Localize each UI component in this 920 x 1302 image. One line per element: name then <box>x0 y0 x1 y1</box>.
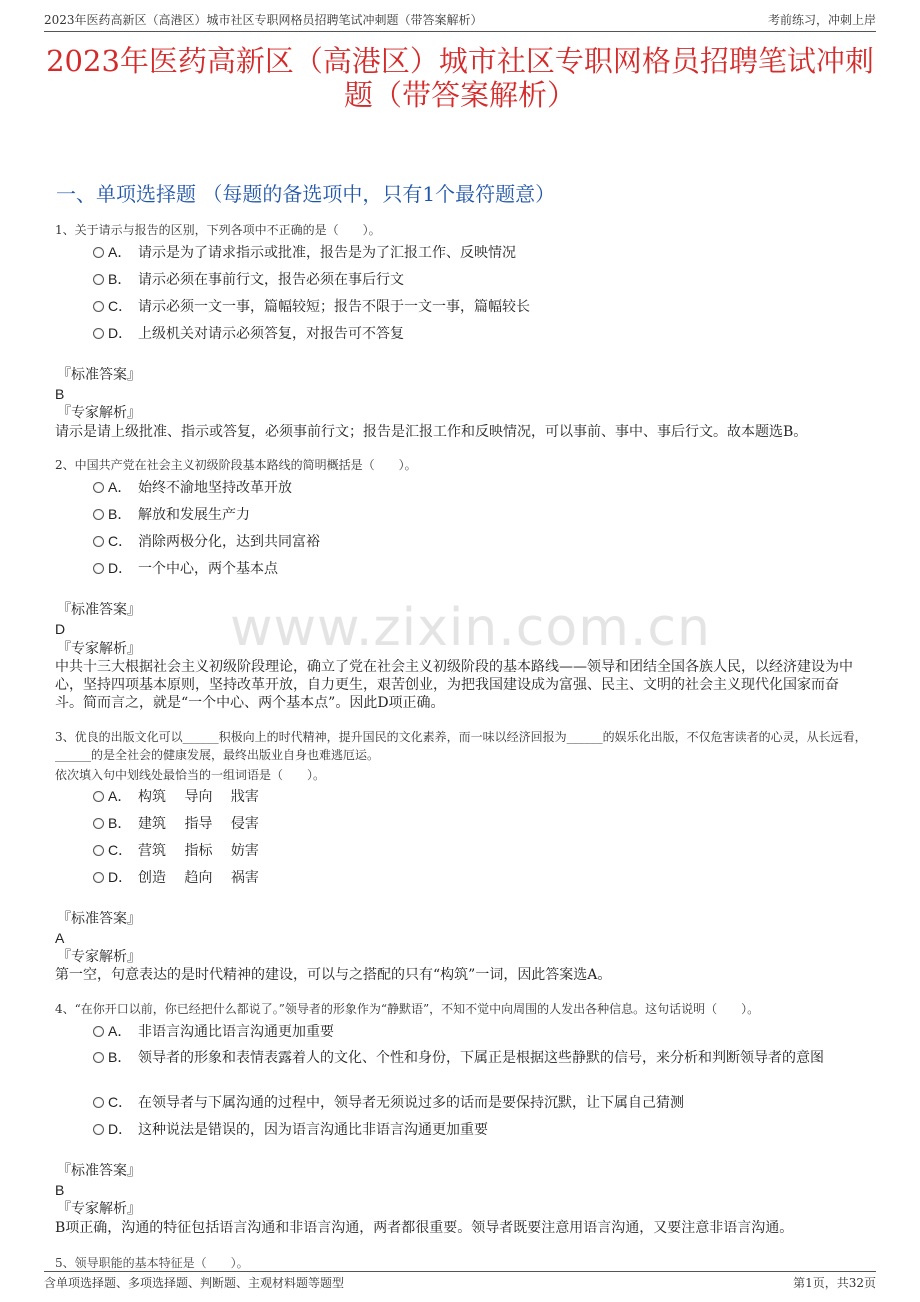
answer-label: 『标准答案』 <box>57 367 141 383</box>
page-footer <box>44 1271 876 1291</box>
question-2-option-d[interactable]: D． 一个中心，两个基本点 <box>93 556 863 581</box>
question-3-option-d[interactable]: D． 创造 趋向 祸害 <box>93 865 863 890</box>
analysis-label: 『专家解析』 <box>57 641 141 657</box>
page-title: 2023年医药高新区（高港区）城市社区专职网格员招聘笔试冲刺题（带答案解析） <box>46 44 874 112</box>
question-2-stem: 2、中国共产党在社会主义初级阶段基本路线的简明概括是（ ）。 <box>55 458 417 472</box>
footer-question-types: 含单项选择题、多项选择题、判断题、主观材料题等题型 <box>44 1276 345 1290</box>
radio-icon[interactable] <box>93 328 104 339</box>
radio-icon[interactable] <box>93 536 104 547</box>
radio-icon[interactable] <box>93 563 104 574</box>
question-2-option-c[interactable]: C． 消除两极分化，达到共同富裕 <box>93 529 863 554</box>
question-4-analysis: B项正确，沟通的特征包括语言沟通和非语言沟通，两者都很重要。领导者既要注意用语言沟通，又要注意非语言沟通。 <box>55 1220 794 1236</box>
radio-icon[interactable] <box>93 872 104 883</box>
answer-label: 『标准答案』 <box>57 602 141 618</box>
header-doc-title: 2023年医药高新区（高港区）城市社区专职网格员招聘笔试冲刺题（带答案解析） <box>44 13 483 27</box>
question-1-option-c[interactable]: C． 请示必须一文一事，篇幅较短；报告不限于一文一事，篇幅较长 <box>93 294 863 319</box>
analysis-label: 『专家解析』 <box>57 1201 141 1217</box>
section-title: 一、单项选择题 （每题的备选项中，只有1个最符题意） <box>56 182 556 206</box>
question-1-stem: 1、关于请示与报告的区别，下列各项中不正确的是（ ）。 <box>55 223 381 237</box>
question-3-option-a[interactable]: A． 构筑 导向 戕害 <box>93 784 863 809</box>
watermark: www.zixin.com.cn <box>230 598 711 658</box>
question-3-option-b[interactable]: B． 建筑 指导 侵害 <box>93 811 863 836</box>
radio-icon[interactable] <box>93 1052 104 1063</box>
radio-icon[interactable] <box>93 845 104 856</box>
footer-page-number: 第1页，共32页 <box>793 1276 876 1290</box>
radio-icon[interactable] <box>93 1097 104 1108</box>
radio-icon[interactable] <box>93 509 104 520</box>
question-4-option-d[interactable]: D． 这种说法是错误的，因为语言沟通比非语言沟通更加重要 <box>93 1117 863 1142</box>
question-4-option-a[interactable]: A． 非语言沟通比语言沟通更加重要 <box>93 1019 863 1044</box>
question-5-stem-cut: 5、领导职能的基本特征是（ ）。 <box>55 1256 249 1270</box>
answer-label: 『标准答案』 <box>57 911 141 927</box>
question-1-analysis: 请示是请上级批准、指示或答复，必须事前行文；报告是汇报工作和反映情况，可以事前、事中、事后行文。故本题选B。 <box>55 424 808 440</box>
analysis-label: 『专家解析』 <box>57 405 141 421</box>
question-3-stem: 3、优良的出版文化可以______积极向上的时代精神，提升国民的文化素养，而一味以经济回报为______的娱乐化出版，不仅危害读者的心灵，从长远看，______的是全社会的健康发展，最终出版业自身也难逃厄运。 <box>55 730 867 762</box>
question-3-option-c[interactable]: C． 营筑 指标 妨害 <box>93 838 863 863</box>
question-3-answer: A <box>55 930 65 946</box>
question-1-option-a[interactable]: A． 请示是为了请求指示或批准，报告是为了汇报工作、反映情况 <box>93 240 863 265</box>
question-2-answer: D <box>55 621 66 637</box>
question-3-analysis: 第一空，句意表达的是时代精神的建设，可以与之搭配的只有“构筑”一词，因此答案选A。 <box>55 967 612 983</box>
question-4-option-b[interactable]: B． 领导者的形象和表情表露着人的文化、个性和身份，下属正是根据这些静默的信号，来分析和判断领导者的意图 <box>93 1046 863 1069</box>
question-2-option-a[interactable]: A． 始终不渝地坚持改革开放 <box>93 475 863 500</box>
question-3-stem-instruction: 依次填入句中划线处最恰当的一组词语是（ ）。 <box>55 768 326 782</box>
question-2-option-b[interactable]: B． 解放和发展生产力 <box>93 502 863 527</box>
radio-icon[interactable] <box>93 301 104 312</box>
question-1-answer: B <box>55 386 65 402</box>
analysis-label: 『专家解析』 <box>57 949 141 965</box>
radio-icon[interactable] <box>93 274 104 285</box>
radio-icon[interactable] <box>93 482 104 493</box>
question-4-stem: 4、“在你开口以前，你已经把什么都说了。”领导者的形象作为“静默语”，不知不觉中向周围的人发出各种信息。这句话说明（ ）。 <box>55 1002 760 1016</box>
answer-label: 『标准答案』 <box>57 1163 141 1179</box>
question-4-answer: B <box>55 1182 65 1198</box>
radio-icon[interactable] <box>93 1026 104 1037</box>
page-header <box>44 10 876 32</box>
question-1-option-b[interactable]: B． 请示必须在事前行文，报告必须在事后行文 <box>93 267 863 292</box>
radio-icon[interactable] <box>93 1124 104 1135</box>
question-2-analysis: 中共十三大根据社会主义初级阶段理论，确立了党在社会主义初级阶段的基本路线——领导和团结全国各族人民，以经济建设为中心，坚持四项基本原则，坚持改革开放，自力更生，艰苦创业，为把我国建设成为富强、民主、文明的社会主义现代化国家而奋斗。简而言之，就是“一个中心、两个基本点”。因此D项正确。 <box>55 659 853 711</box>
radio-icon[interactable] <box>93 247 104 258</box>
question-4-option-c[interactable]: C． 在领导者与下属沟通的过程中，领导者无须说过多的话而是要保持沉默，让下属自己猜测 <box>93 1090 863 1115</box>
radio-icon[interactable] <box>93 791 104 802</box>
radio-icon[interactable] <box>93 818 104 829</box>
question-1-option-d[interactable]: D． 上级机关对请示必须答复，对报告可不答复 <box>93 321 863 346</box>
header-slogan: 考前练习，冲刺上岸 <box>767 13 876 27</box>
